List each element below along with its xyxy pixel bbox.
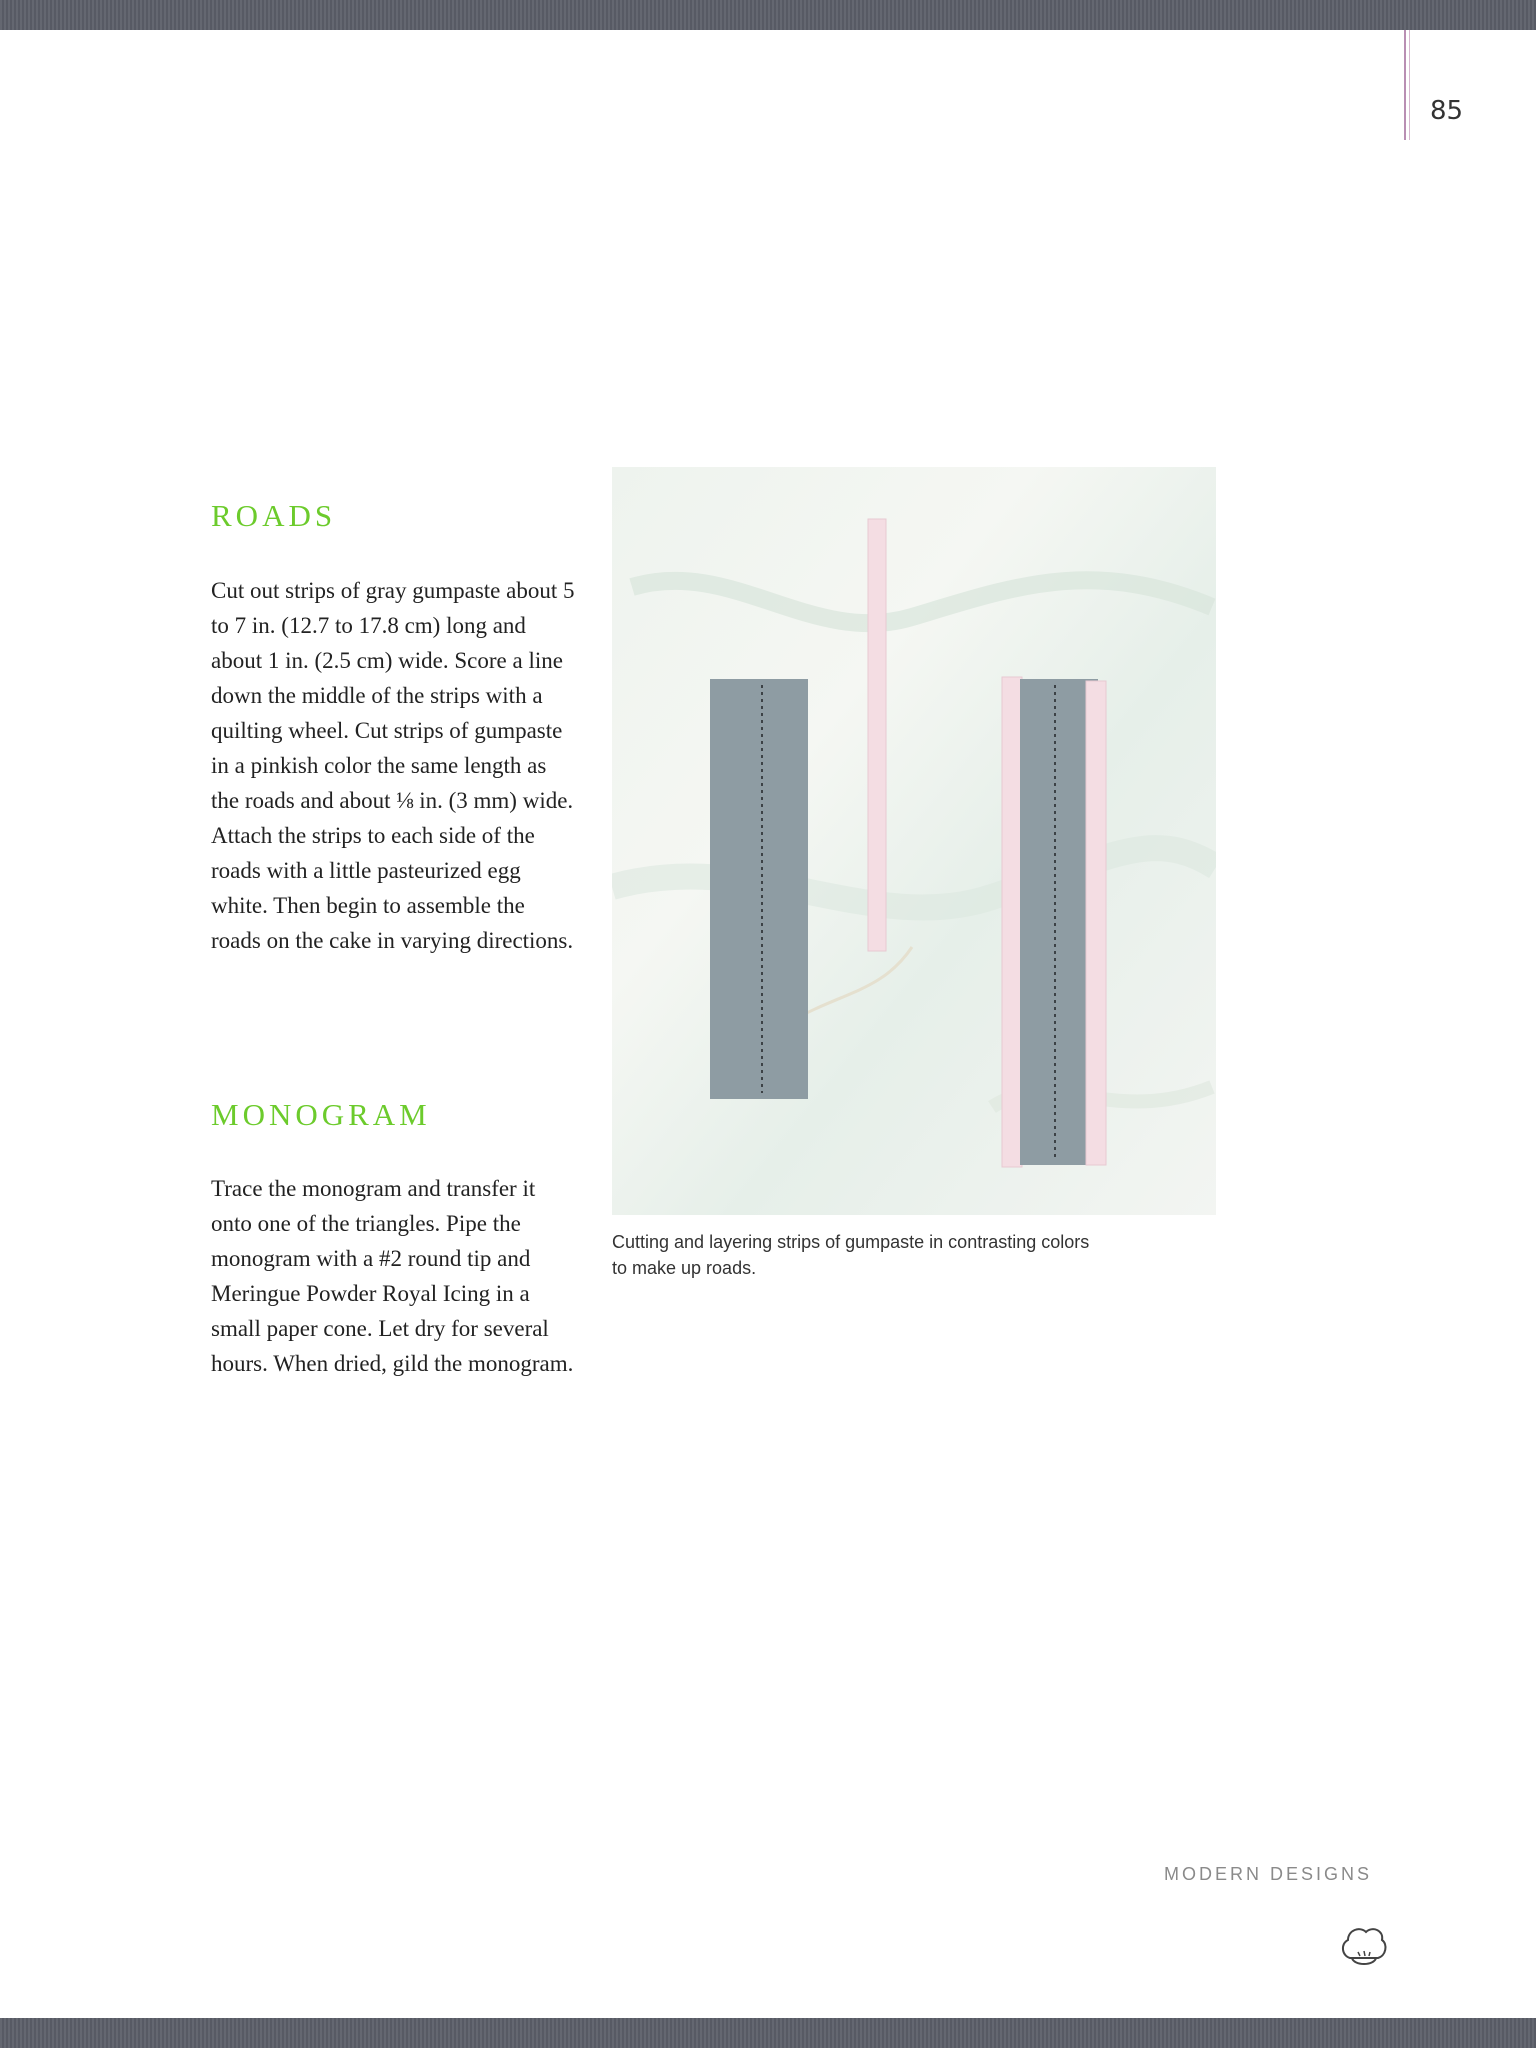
monogram-body-text: Trace the monogram and transfer it onto one of the triangles. Pipe the monogram with a #2 round tip and Meringue Powder Royal Icing in a small paper cone. Let dry for several hours. When dried, gild the monogram. <box>211 1176 574 1376</box>
pink-strip-loose <box>868 519 886 951</box>
chef-hat-icon <box>1338 1922 1390 1970</box>
page-number-rule-thin <box>1409 30 1410 140</box>
roads-body-text: Cut out strips of gray gumpaste about 5 to 7 in. (12.7 to 17.8 cm) long and about 1 in. (2.5 cm) wide. Score a line down the middle of the strips with a quilting wheel. Cut strips of gumpaste in a pinkish color the same length as the roads and about ⅛ in. (3 mm) wide. Attach the strips to each side of the roads with a little pasteurized egg white. Then begin to assemble the roads on the cake in varying directions. <box>211 578 575 953</box>
gray-road-strip-left <box>710 679 808 1099</box>
section-label: MODERN DESIGNS <box>1163 1864 1372 1884</box>
page-number: 85 <box>1430 96 1464 126</box>
photo-illustration <box>612 467 1216 1215</box>
gumpaste-roads-photo <box>612 467 1216 1215</box>
monogram-heading: MONOGRAM <box>211 1097 431 1132</box>
photo-caption: Cutting and layering strips of gumpaste in contrasting colors to make up roads. <box>612 1232 1090 1278</box>
pink-strip-left-edge <box>1002 677 1022 1167</box>
roads-heading: ROADS <box>211 498 337 533</box>
pink-strip-right-edge <box>1086 681 1106 1165</box>
bottom-border-bar <box>0 2018 1536 2048</box>
top-border-bar <box>0 0 1536 30</box>
page-number-rule <box>1404 30 1406 140</box>
